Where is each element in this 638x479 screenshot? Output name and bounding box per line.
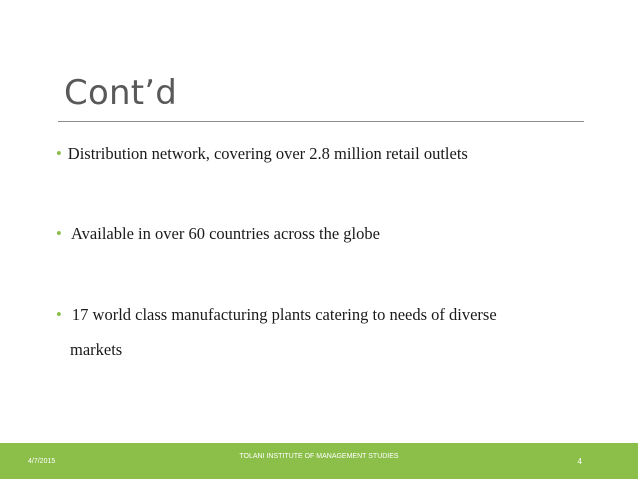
bullet-text: Available in over 60 countries across the globe (67, 224, 380, 243)
page-number: 4 (577, 457, 582, 466)
footer-date: 4/7/2015 (28, 458, 56, 465)
bullet-marker: • (56, 224, 62, 243)
bullet-item (56, 304, 596, 359)
footer-institute: TOLANI INSTITUTE OF MANAGEMENT STUDIES (239, 453, 399, 460)
bullet-marker: • (56, 305, 62, 324)
bullet-marker: • (56, 144, 62, 163)
bullet-item (56, 223, 380, 245)
bullet-text: 17 world class manufacturing plants catering to needs of diverse (67, 305, 497, 324)
bullet-text-continuation: markets (70, 340, 123, 359)
bullet-text: Distribution network, covering over 2.8 million retail outlets (67, 144, 468, 163)
bullet-item (56, 143, 468, 165)
slide-title: Cont’d (64, 73, 178, 113)
footer-bar (0, 443, 638, 479)
